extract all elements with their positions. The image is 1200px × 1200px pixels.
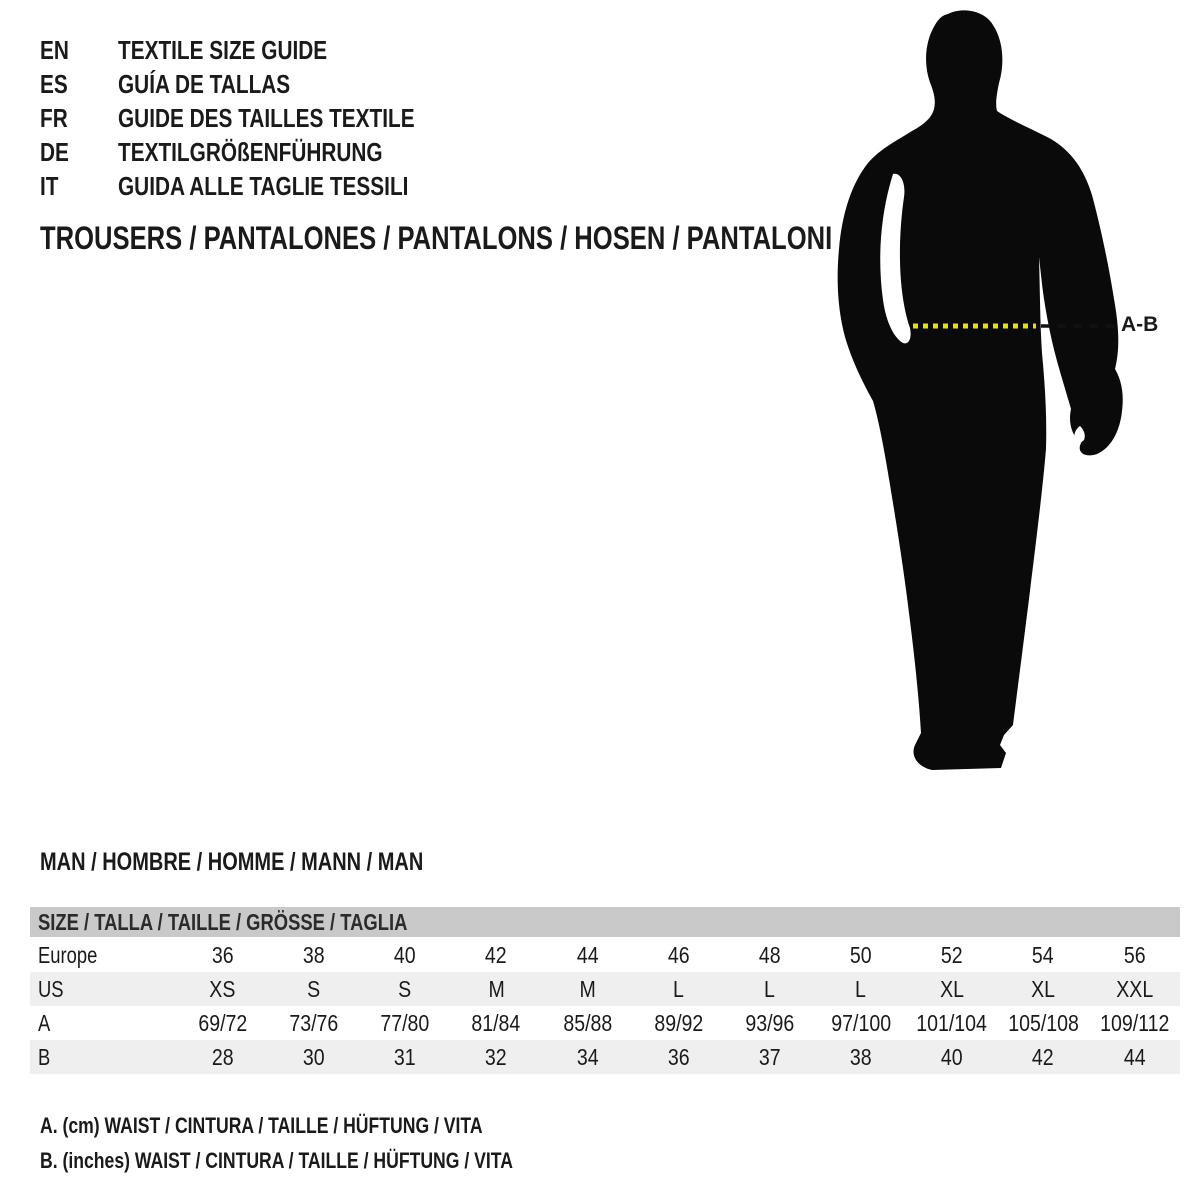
size-table-header: SIZE / TALLA / TAILLE / GRÖSSE / TAGLIA [30, 907, 1180, 937]
table-cell: 97/100 [830, 1009, 891, 1036]
table-cell: L [673, 975, 684, 1002]
table-cell: 44 [576, 941, 599, 968]
language-title-list [40, 33, 489, 203]
man-silhouette [838, 10, 1123, 770]
table-cell: 93/96 [745, 1009, 795, 1036]
table-cell: 42 [1032, 1043, 1055, 1070]
table-cell: 32 [485, 1043, 508, 1070]
table-cell: 56 [1123, 941, 1146, 968]
footnote-b: B. (inches) WAIST / CINTURA / TAILLE / HÜFTUNG / VITA [40, 1148, 513, 1173]
row-label: Europe [38, 941, 98, 968]
table-cell: 30 [302, 1043, 325, 1070]
table-cell: S [398, 975, 412, 1002]
table-cell: 101/104 [916, 1009, 988, 1036]
table-cell: XL [940, 975, 964, 1002]
table-cell: 38 [849, 1043, 872, 1070]
section-title-man: MAN / HOMBRE / HOMME / MANN / MAN [40, 848, 424, 876]
table-cell: XXL [1115, 975, 1153, 1002]
language-code: ES [40, 68, 68, 99]
table-cell: M [487, 975, 505, 1002]
language-row-it [40, 169, 489, 203]
table-cell: 52 [941, 941, 963, 968]
table-cell: 109/112 [1099, 1009, 1170, 1036]
table-cell: 73/76 [289, 1009, 339, 1036]
guide-title-en: TEXTILE SIZE GUIDE [118, 34, 328, 65]
table-cell: 40 [941, 1043, 963, 1070]
table-cell: XS [209, 975, 236, 1002]
table-cell: M [579, 975, 596, 1002]
table-cell: 31 [394, 1043, 416, 1070]
table-cell: 46 [667, 941, 690, 968]
table-cell: 34 [576, 1043, 599, 1070]
language-row-en [40, 33, 489, 67]
row-label: B [38, 1043, 51, 1070]
language-code: FR [40, 102, 68, 133]
row-label: A [38, 1009, 51, 1036]
category-title: TROUSERS / PANTALONES / PANTALONS / HOSEN / PANTALONI [40, 220, 833, 256]
table-row-europe [30, 938, 1180, 972]
table-cell: 40 [394, 941, 416, 968]
measurement-footnotes [40, 1108, 631, 1178]
table-cell: 77/80 [380, 1009, 430, 1036]
language-code: EN [40, 34, 69, 65]
table-cell: 36 [667, 1043, 690, 1070]
table-cell: 69/72 [198, 1009, 248, 1036]
guide-title-it: GUIDA ALLE TAGLIE TESSILI [118, 170, 409, 201]
table-cell: L [764, 975, 776, 1002]
language-row-es [40, 67, 489, 101]
table-row-us [30, 972, 1180, 1006]
table-cell: 48 [758, 941, 781, 968]
table-cell: 37 [758, 1043, 781, 1070]
language-row-de [40, 135, 489, 169]
table-cell: 50 [849, 941, 872, 968]
size-table [30, 907, 1180, 1074]
table-cell: 36 [211, 941, 234, 968]
waist-measure-label: A-B [1121, 313, 1159, 336]
table-cell: 44 [1123, 1043, 1146, 1070]
table-cell: 81/84 [471, 1009, 521, 1036]
table-cell: 105/108 [1007, 1009, 1079, 1036]
table-cell: L [855, 975, 867, 1002]
guide-title-de: TEXTILGRÖßENFÜHRUNG [118, 136, 383, 167]
language-code: IT [40, 170, 59, 201]
footnote-a: A. (cm) WAIST / CINTURA / TAILLE / HÜFTUNG / VITA [40, 1113, 483, 1138]
table-cell: 38 [302, 941, 325, 968]
table-cell: XL [1031, 975, 1056, 1002]
guide-title-fr: GUIDE DES TAILLES TEXTILE [118, 102, 415, 133]
table-cell: 85/88 [562, 1009, 612, 1036]
language-row-fr [40, 101, 489, 135]
table-cell: 54 [1032, 941, 1055, 968]
table-cell: S [307, 975, 321, 1002]
table-row-b-inches [30, 1040, 1180, 1074]
row-label: US [38, 975, 64, 1002]
table-cell: 42 [485, 941, 508, 968]
table-cell: 28 [211, 1043, 234, 1070]
table-row-a-cm [30, 1006, 1180, 1040]
table-cell: 89/92 [654, 1009, 703, 1036]
guide-title-es: GUÍA DE TALLAS [118, 68, 291, 99]
language-code: DE [40, 136, 69, 167]
